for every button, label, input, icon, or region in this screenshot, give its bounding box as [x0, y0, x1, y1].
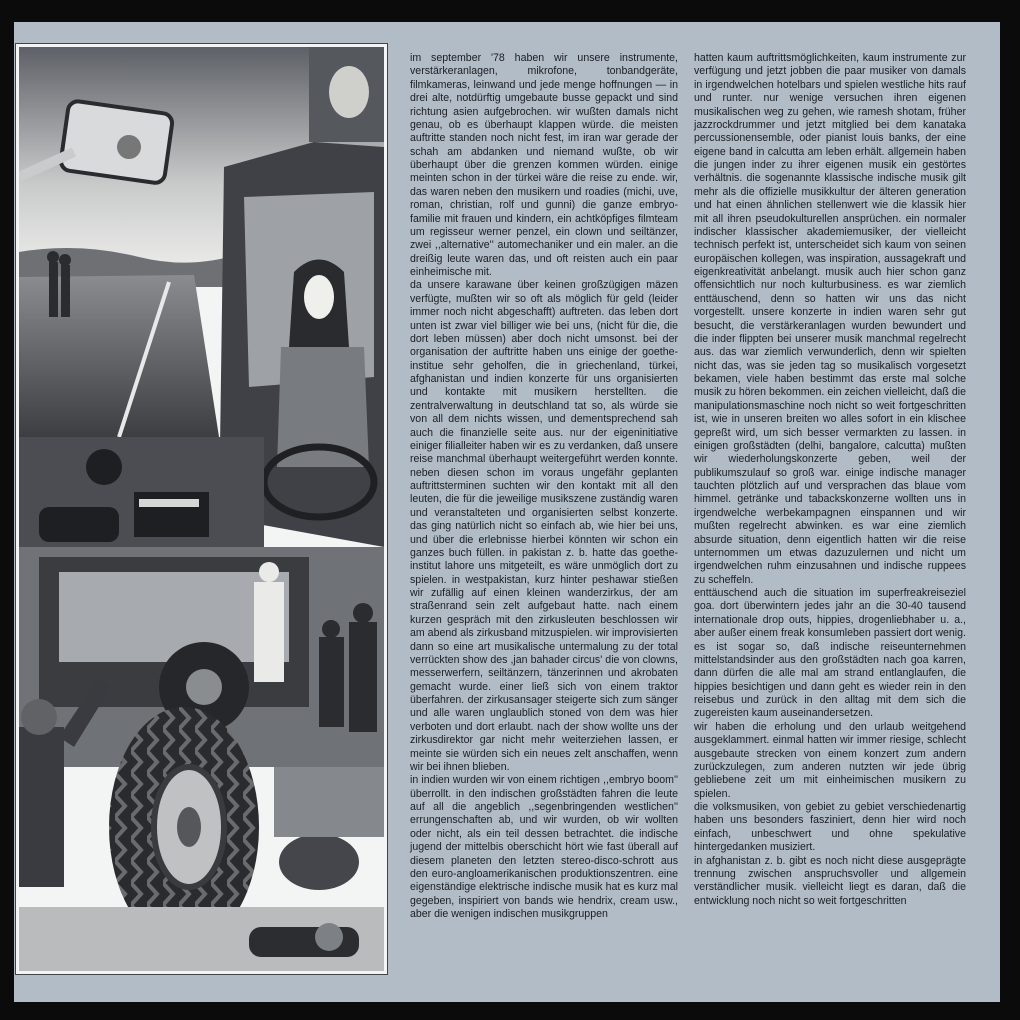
paragraph: in afghanistan z. b. gibt es noch nicht diese ausgeprägte trennung zwischen anspruchsvoller und allgemein verständlicher musik. vielleicht liegt es daran, daß die entwicklung noch nicht so weit fortgeschritten — [694, 854, 966, 907]
paragraph: da unsere karawane über keinen großzügigen mäzen verfügte, mußten wir so oft als möglich für geld (leider immer noch nicht abgeschafft) auftreten. das leben dort unten ist zwar viel billiger wie bei uns, (nicht für die, die dort leben müssen) aber doch nicht umsonst. bei der organisation der auftritte haben uns einige der goethe-institue sehr geholfen, die in griechenland, türkei, afghanistan und indien konzerte für uns organisierten und kontakte mit musikern herstellten. die zentralverwaltung in deutschland tat so, als würde sie von all dem nichts wissen, und dementsprechend sah auch die finanzielle seite aus. nur der eigeninitiative einiger filialleiter haben wir es zu verdanken, daß unsere reise manchmal überhaupt weitergeführt werden konnte. neben diesen schon im voraus ungefähr geplanten auftrittsterminen suchten wir den kontakt mit all den leuten, die für die jeweilige musikszene zuständig waren und veranstalteten und organisierten selbst konzerte. das ging natürlich nicht so einfach ab, wie hier bei uns, und über die erlebnisse hierbei könnten wir schon ein ganzes buch füllen. in pakistan z. b. hatte das goethe-institut lahore uns mitgeteilt, es wäre unmöglich dort zu spielen. in westpakistan, kurz hinter peshawar stießen wir zufällig auf einen kleinen wanderzirkus, der am straßenrand sein zelt aufgebaut hatte. nach einem kurzen gespräch mit den zirkusleuten beschlossen wir am abend als zirkusband mitzuspielen. wir improvisierten dann so eine art musikalische untermalung zu der total verrückten show des ,jan bahader circus' die von clowns, messerwerfern, seiltänzern, tänzerinnen und akrobaten gemacht wurde. einer ließ sich von einem traktor überfahren. der zirkusansager steigerte sich zum sänger und alle waren unglaublich stoned von dem was hier verboten und dort erlaubt. nach der show wollte uns der zirkusdirektor gar nicht mehr weiterziehen lassen, er meinte sie würden sich ein neues zelt anschaffen, wenn wir bei ihnen blieben. — [410, 279, 678, 773]
paragraph: in indien wurden wir von einem richtigen ,,embryo boom'' überrollt. in den indischen großstädten fahren die leute auf all die angeblich ,,segenbringenden westlichen'' errungenschaften ab, und wir wurden, ob wir wollten oder nicht, als ein teil dessen betrachtet. die indische jugend der mittelbis oberschicht hört wie fast überall auf diesem planeten den letzten stereo-disco-schrott aus den euro-angloamerikanischen produktionszentren. eine eigenständige elektrische indische musik hat es kurz mal gegeben, inspiriert von bands wie hendrix, cream usw., aber die wenigen indischen musikgruppen — [410, 774, 678, 920]
paragraph: die volksmusiken, von gebiet zu gebiet verschiedenartig haben uns besonders fasziniert, denn hier wird noch einfach, unbeschwert und ohne spekulative hintergedanken musiziert. — [694, 801, 966, 854]
photo-collage — [19, 47, 384, 971]
text-column-left — [410, 52, 678, 921]
paragraph: wir haben die erholung und den urlaub weitgehend ausgeklammert. einmal hatten wir immer riesige, schlecht ausgebaute strecken von einem konzert zum andern zurückzulegen, zum anderen nutzten wir jede übrig gebliebene zeit um mit einheimischen musikern zu spielen. — [694, 720, 966, 800]
man-lying — [249, 834, 359, 957]
record-sleeve — [14, 22, 1000, 1002]
photo-collage-frame — [15, 43, 388, 975]
paragraph: im september '78 haben wir unsere instrumente, verstärkeranlagen, mikrofone, tonbandgeräte, filmkameras, leinwand und jede menge hoffnungen — in drei alte, notdürftig umgebaute busse gepackt und sind richtung asien aufgebrochen. wir wußten damals nicht genau, ob es überhaupt klappen würde. die meisten auftritte standen noch nicht fest, im iran war gerade der schah am abdanken und niemand wußte, ob wir überhaupt über die grenzen kommen würden. einige meinten schon in der türkei wäre die reise zu ende. wir, das waren neben den musikern und roadies (michi, uve, roman, christian, rolf und gunni) die ganze embryo-familie mit frauen und kindern, ein achtköpfiges filmteam um regisseur werner penzel, ein clown und seiltänzer, zwei ,,alternative'' automechaniker und ein maler. an die dreißig leute waren das, und oft reisten auch ein paar einheimische mit. — [410, 52, 678, 278]
text-column-right — [694, 52, 966, 908]
paragraph: enttäuschend auch die situation im superfreakreiseziel goa. dort überwintern jedes jahr an die 30-40 tausend internationale drop outs, hippies, drogenliebhaber u. a., aber außer einem freak konsumleben passiert dort wenig. es ist sogar so, daß indische reiseunternehmen mittelstandsinder aus den großstädten nach goa karren, dann dürfen die alle mal am strand entlanglaufen, die hippies besichtigen und dann geht es wieder rein in den reisebus und zurück in den alltag mit dem sich die zugereisten kaum auseinandersetzen. — [694, 587, 966, 720]
paragraph: hatten kaum auftrittsmöglichkeiten, kaum instrumente zur verfügung und jetzt jobben die paar musiker von damals in irgendwelchen hotelbars und spielen westliche hits rauf und runter. nur wenige versuchen ihren eigenen musikalischen weg zu gehen, wie ramesh shotam, früher jazzrockdrummer und jetzt mitglied bei dem kanataka percussionensemble, oder pianist louis banks, der eine eigene band in calcutta am leben erhält. allgemein haben die jungen inder zu ihrer eigenen musik ein gestörtes verhältnis. die sogenannte klassische indische musik gilt mehr als die offizielle musikkultur der älteren generation und hat einen ähnlichen stellenwert wie die klassik hier mit all ihren pseudokulturellen ansprüchen. ein normaler indischer klassischer akademiemusiker, der vielleicht technisch perfekt ist, unterscheidet sich kaum von seinen europäischen kollegen, was inspiration, aussagekraft und eigenkreativität anbelangt. musik auch hier schon ganz offensichtlich nur noch kulturbusiness. es war ziemlich enttäuschend, denn so hatten wir uns das nicht vorgestellt. unsere konzerte in indien waren sehr gut besucht, die verstärkeranlagen wurden bewundert und die inder flippten bei unserer musik manchmal regelrecht aus. das war ziemlich verwunderlich, denn wir spielten nicht das, was sie jeden tag so musikalisch vorgesetzt bekamen, viele haben bestimmt das erste mal solche musik zu hören bekommen. ein zeichen vielleicht, daß die manipulationsmaschine noch nicht so weit fortgeschritten ist, wie in unseren breiten wo alles sofort in ein klischee gepreßt wird, um sich besser vermarkten zu lassen. in einigen großstädten (delhi, bangalore, calcutta) mußten wir wiederholungskonzerte geben, weil der publikumszulauf so groß war. einige indische manager tauchten plötzlich auf und versprachen das blaue vom himmel. getränke und tabackskonzerne wollten uns in irgendwelche werbekampagnen einspannen und wir mußten regelrecht abwinken. es war eine ziemlich absurde situation, denn eigentlich hatten wir die reise unternommen um etwas dazuzulernen und nicht um irgendwelchen ruhm einzusahnen und indische ruppees zu scheffeln. — [694, 52, 966, 586]
